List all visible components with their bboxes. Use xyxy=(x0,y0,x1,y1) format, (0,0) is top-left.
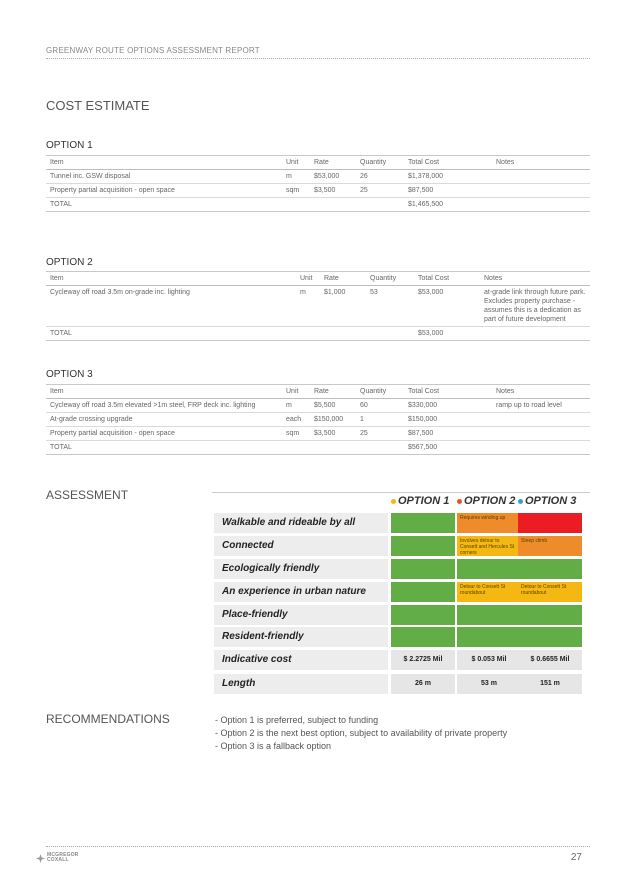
criterion-label: Connected xyxy=(214,536,388,556)
cell-rate: $53,000 xyxy=(310,170,356,184)
table-row xyxy=(46,184,590,198)
cell-total: $87,500 xyxy=(404,184,492,198)
option-label-text: OPTION 2 xyxy=(464,495,516,507)
cell-unit: m xyxy=(282,399,310,413)
total-value: $567,500 xyxy=(404,441,492,455)
option3-dot-icon xyxy=(518,499,523,504)
table-header-row xyxy=(46,272,590,286)
option-label-text: OPTION 1 xyxy=(398,495,450,507)
col-notes: Notes xyxy=(480,272,590,286)
cell-item: Tunnel inc. GSW disposal xyxy=(46,170,282,184)
report-title: GREENWAY ROUTE OPTIONS ASSESSMENT REPORT xyxy=(46,46,260,55)
cell-unit: sqm xyxy=(282,427,310,441)
assessment-value-cell: 26 m xyxy=(391,674,455,694)
assessment-cell: Detour to Consett St roundabout xyxy=(518,582,582,602)
col-notes: Notes xyxy=(492,385,590,399)
assessment-value-cell: $ 2.2725 Mil xyxy=(391,650,455,670)
recommendation-item: - Option 1 is preferred, subject to funding xyxy=(215,715,379,725)
option1-title: OPTION 1 xyxy=(46,140,93,151)
cell-total: $53,000 xyxy=(414,286,480,327)
option1-cost-table xyxy=(46,155,590,212)
assessment-cell: Requires winding up xyxy=(457,513,521,533)
assessment-cell xyxy=(457,627,521,647)
table-header-row xyxy=(46,385,590,399)
criterion-label: An experience in urban nature xyxy=(214,582,388,602)
assessment-option1-label xyxy=(391,495,449,507)
criterion-label: Walkable and rideable by all xyxy=(214,513,388,533)
assessment-divider xyxy=(212,492,590,493)
assessment-cell xyxy=(391,582,455,602)
assessment-value-cell: 151 m xyxy=(518,674,582,694)
section-title: COST ESTIMATE xyxy=(46,98,150,113)
recommendation-item: - Option 2 is the next best option, subject to availability of private property xyxy=(215,728,508,738)
option2-title: OPTION 2 xyxy=(46,257,93,268)
table-row xyxy=(46,170,590,184)
assessment-cell xyxy=(391,536,455,556)
cell-notes xyxy=(492,170,590,184)
col-unit: Unit xyxy=(282,156,310,170)
page-number: 27 xyxy=(570,852,582,863)
total-value: $1,465,500 xyxy=(404,198,492,212)
cell-notes xyxy=(492,184,590,198)
cell-item: Property partial acquisition - open space xyxy=(46,184,282,198)
table-total-row xyxy=(46,327,590,341)
col-quantity: Quantity xyxy=(356,385,404,399)
cell-item: Cycleway off road 3.5m on-grade inc. lighting xyxy=(46,286,296,327)
col-total-cost: Total Cost xyxy=(404,156,492,170)
option3-cost-table xyxy=(46,384,590,455)
cell-unit: m xyxy=(282,170,310,184)
footer-divider xyxy=(46,846,590,847)
assessment-cell: Steep climb xyxy=(518,536,582,556)
cell-rate: $3,500 xyxy=(310,184,356,198)
header-divider xyxy=(46,58,590,59)
cell-unit: each xyxy=(282,413,310,427)
total-value: $53,000 xyxy=(414,327,480,341)
col-rate: Rate xyxy=(310,156,356,170)
table-total-row xyxy=(46,441,590,455)
col-total-cost: Total Cost xyxy=(404,385,492,399)
cell-notes xyxy=(492,427,590,441)
total-label: TOTAL xyxy=(46,198,282,212)
cell-rate: $5,500 xyxy=(310,399,356,413)
cell-quantity: 53 xyxy=(366,286,414,327)
table-total-row xyxy=(46,198,590,212)
assessment-value-cell: $ 0.053 Mil xyxy=(457,650,521,670)
table-header-row xyxy=(46,156,590,170)
criterion-label: Ecologically friendly xyxy=(214,559,388,579)
cell-unit: sqm xyxy=(282,184,310,198)
assessment-value-cell: 53 m xyxy=(457,674,521,694)
assessment-option2-label xyxy=(457,495,515,507)
cell-quantity: 1 xyxy=(356,413,404,427)
assessment-cell xyxy=(518,513,582,533)
assessment-title: ASSESSMENT xyxy=(46,488,129,502)
cell-item: At-grade crossing upgrade xyxy=(46,413,282,427)
table-row xyxy=(46,427,590,441)
assessment-cell xyxy=(391,513,455,533)
col-item: Item xyxy=(46,156,282,170)
col-quantity: Quantity xyxy=(356,156,404,170)
criterion-label: Place-friendly xyxy=(214,605,388,625)
criterion-label: Indicative cost xyxy=(214,650,388,670)
assessment-value-cell: $ 0.6655 Mil xyxy=(518,650,582,670)
logo-mark-icon xyxy=(36,854,45,863)
col-unit: Unit xyxy=(296,272,320,286)
assessment-cell xyxy=(457,605,521,625)
logo-line1: MCGREGOR xyxy=(47,852,79,858)
assessment-cell xyxy=(391,627,455,647)
assessment-option3-label xyxy=(518,495,576,507)
cell-item: Cycleway off road 3.5m elevated >1m steel, FRP deck inc. lighting xyxy=(46,399,282,413)
option2-cost-table xyxy=(46,271,590,341)
table-row xyxy=(46,413,590,427)
option1-dot-icon xyxy=(391,499,396,504)
assessment-cell: Detour to Consett St roundabout xyxy=(457,582,521,602)
cell-notes: ramp up to road level xyxy=(492,399,590,413)
total-label: TOTAL xyxy=(46,327,296,341)
recommendations-list xyxy=(215,714,507,753)
assessment-cell xyxy=(391,605,455,625)
assessment-cell xyxy=(391,559,455,579)
cell-notes xyxy=(492,413,590,427)
cell-quantity: 60 xyxy=(356,399,404,413)
criterion-label: Length xyxy=(214,674,388,694)
recommendation-item: - Option 3 is a fallback option xyxy=(215,741,332,751)
cell-rate: $1,000 xyxy=(320,286,366,327)
cell-rate: $150,000 xyxy=(310,413,356,427)
assessment-cell: Involves detour to Consett and Hercules St corners xyxy=(457,536,521,556)
table-row xyxy=(46,399,590,413)
company-logo xyxy=(36,853,79,863)
assessment-cell xyxy=(518,605,582,625)
total-label: TOTAL xyxy=(46,441,282,455)
col-quantity: Quantity xyxy=(366,272,414,286)
cell-quantity: 25 xyxy=(356,427,404,441)
cell-total: $330,000 xyxy=(404,399,492,413)
option-label-text: OPTION 3 xyxy=(525,495,577,507)
assessment-cell xyxy=(518,559,582,579)
cell-item: Property partial acquisition - open space xyxy=(46,427,282,441)
col-item: Item xyxy=(46,385,282,399)
col-total-cost: Total Cost xyxy=(414,272,480,286)
col-rate: Rate xyxy=(320,272,366,286)
col-rate: Rate xyxy=(310,385,356,399)
assessment-cell xyxy=(457,559,521,579)
assessment-cell xyxy=(518,627,582,647)
option3-title: OPTION 3 xyxy=(46,369,93,380)
cell-quantity: 25 xyxy=(356,184,404,198)
col-item: Item xyxy=(46,272,296,286)
cell-rate: $3,500 xyxy=(310,427,356,441)
cell-total: $87,500 xyxy=(404,427,492,441)
cell-total: $1,378,000 xyxy=(404,170,492,184)
cell-quantity: 26 xyxy=(356,170,404,184)
criterion-label: Resident-friendly xyxy=(214,627,388,647)
cell-notes: at-grade link through future park. Excludes property purchase - assumes this is a dedication as part of future development xyxy=(480,286,590,327)
recommendations-title: RECOMMENDATIONS xyxy=(46,712,170,726)
logo-line2: COXALL xyxy=(47,857,69,863)
col-notes: Notes xyxy=(492,156,590,170)
table-row xyxy=(46,286,590,327)
col-unit: Unit xyxy=(282,385,310,399)
option2-dot-icon xyxy=(457,499,462,504)
cell-total: $150,000 xyxy=(404,413,492,427)
cell-unit: m xyxy=(296,286,320,327)
